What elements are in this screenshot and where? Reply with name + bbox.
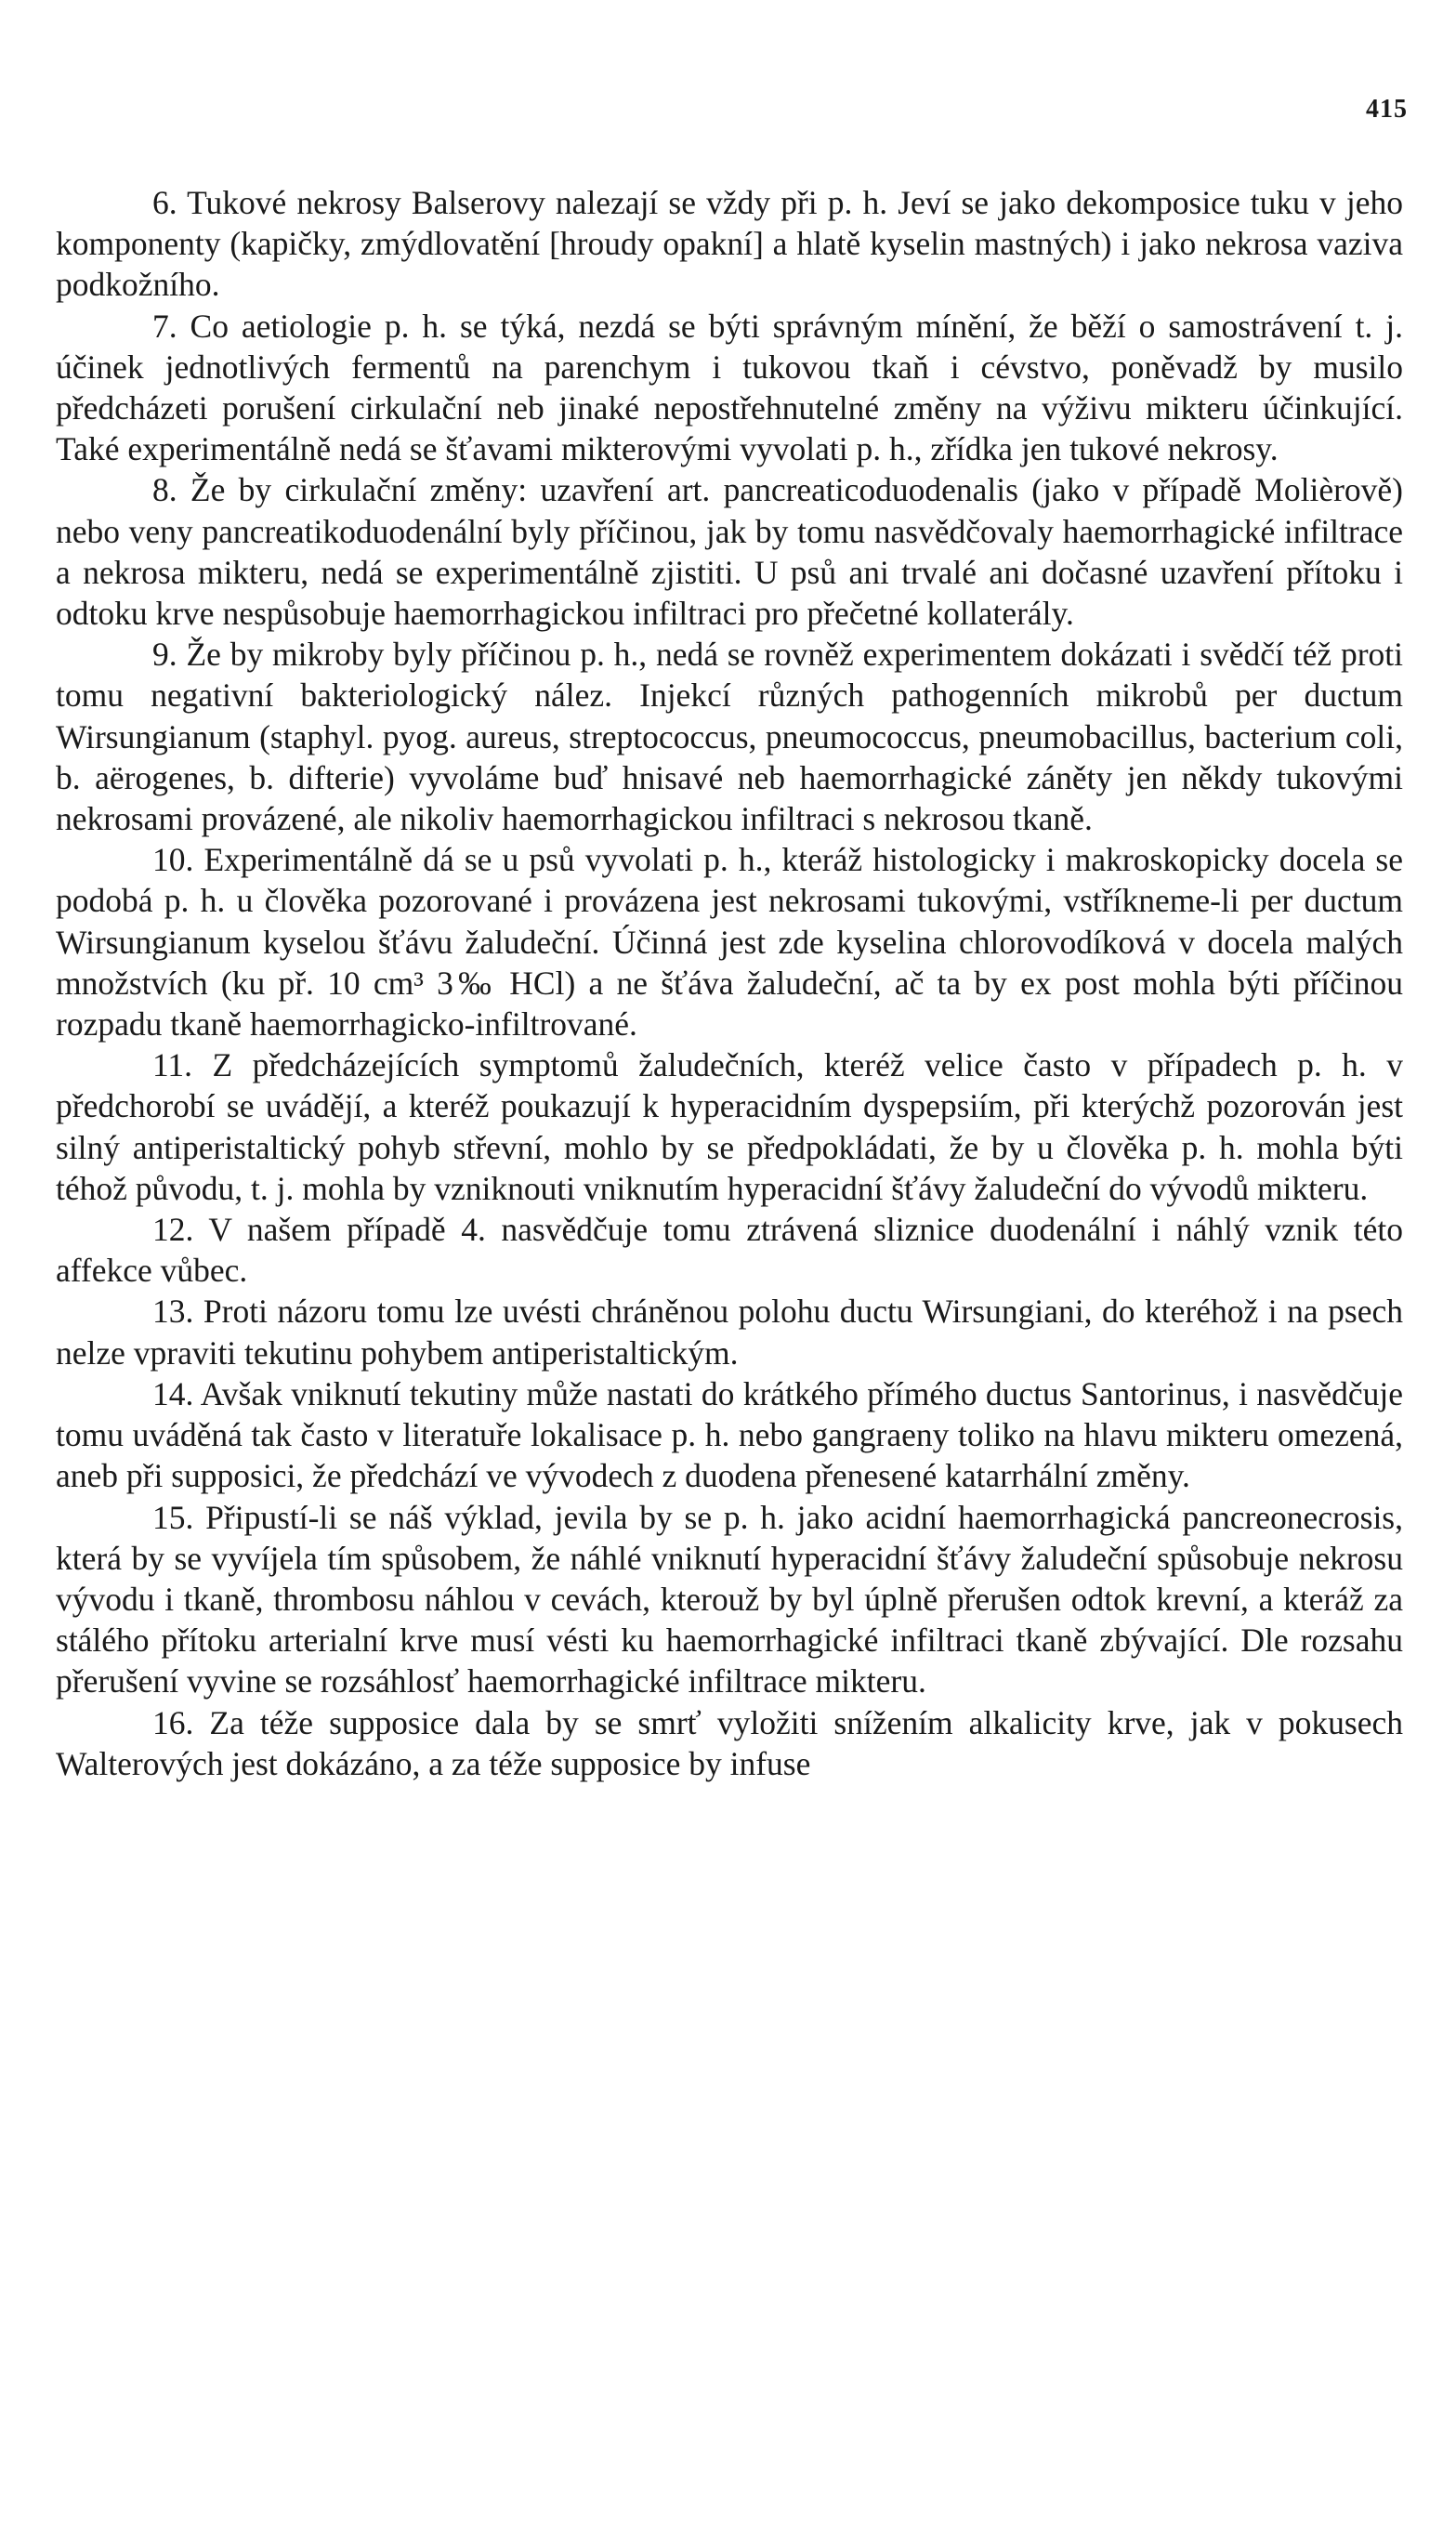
paragraph-10: 10. Experimentálně dá se u psů vyvolati p. h., kteráž histologicky i makroskopicky docela se podobá p. h. u člověka pozorované i provázena jest nekrosami tukovými, vstříkneme-li per ductum Wirsungianum kyselou šťávu žaludeční. Účinná jest zde kyselina chlorovodíková v docela malých množstvích (ku př. 10 cm³ 3‰ HCl) a ne šťáva žaludeční, ač ta by ex post mohla býti příčinou rozpadu tkaně haemorrhagicko-infiltrované. bbox=[56, 841, 1403, 1044]
body-text bbox=[56, 182, 1403, 1784]
paragraph-9: 9. Že by mikroby byly příčinou p. h., nedá se rovněž experimentem dokázati i svědčí též proti tomu negativní bakteriologický nález. Injekcí různých pathogenních mikrobů per ductum Wirsungianum (staphyl. pyog. aureus, streptococcus, pneumococcus, pneumobacillus, bacterium coli, b. aërogenes, b. difterie) vyvoláme buď hnisavé neb haemorrhagické záněty jen někdy tukovými nekrosami provázené, ale nikoliv haemorrhagickou infiltraci s nekrosou tkaně. bbox=[56, 636, 1403, 838]
paragraph-13: 13. Proti názoru tomu lze uvésti chráněnou polohu ductu Wirsungiani, do kteréhož i na psech nelze vpraviti tekutinu pohybem antiperistaltickým. bbox=[56, 1293, 1403, 1372]
paragraph-6: 6. Tukové nekrosy Balserovy nalezají se vždy při p. h. Jeví se jako dekomposice tuku v jeho komponenty (kapičky, zmýdlovatění [hroudy opakní] a hlatě kyselin mastných) i jako nekrosa vaziva podkožního. bbox=[56, 184, 1403, 304]
paragraph-8: 8. Že by cirkulační změny: uzavření art. pancreaticoduodenalis (jako v případě Molièrově) nebo veny pancreatikoduodenální byly příčinou, jak by tomu nasvědčovaly haemorrhagické infiltrace a nekrosa mikteru, nedá se experimentálně zjistiti. U psů ani trvalé ani dočasné uzavření přítoku i odtoku krve nespůsobuje haemorrhagickou infiltraci pro přečetné kollaterály. bbox=[56, 471, 1403, 633]
paragraph-16: 16. Za téže supposice dala by se smrť vyložiti snížením alkalicity krve, jak v pokusech Walterových jest dokázáno, a za téže supposice by infuse bbox=[56, 1703, 1403, 1782]
paragraph-12: 12. V našem případě 4. nasvědčuje tomu ztrávená sliznice duodenální i náhlý vznik této affekce vůbec. bbox=[56, 1211, 1403, 1290]
page-number: 415 bbox=[1366, 95, 1408, 124]
paragraph-7: 7. Co aetiologie p. h. se týká, nezdá se býti správným mínění, že běží o samostrávení t. j. účinek jednotlivých fermentů na parenchym i tukovou tkaň i cévstvo, poněvadž by musilo předcházeti porušení cirkulační neb jinaké nepostřehnutelné změny na výživu mikteru účinkující. Také experimentálně nedá se šťavami mikterovými vyvolati p. h., zřídka jen tukové nekrosy. bbox=[56, 307, 1403, 468]
paragraph-14: 14. Avšak vniknutí tekutiny může nastati do krátkého přímého ductus Santorinus, i nasvědčuje tomu uváděná tak často v literatuře lokalisace p. h. nebo gangraeny toliko na hlavu mikteru omezená, aneb při supposici, že předchází ve vývodech z duodena přenesené katarrhální změny. bbox=[56, 1374, 1403, 1495]
paragraph-11: 11. Z předcházejících symptomů žaludečních, kteréž velice často v případech p. h. v předchorobí se uvádějí, a kteréž poukazují k hyperacidním dyspepsiím, při kterýchž pozorován jest silný antiperistaltický pohyb střevní, mohlo by se předpokládati, že by u člověka p. h. mohla býti téhož původu, t. j. mohla by vzniknouti vniknutím hyperacidní šťávy žaludeční do vývodů mikteru. bbox=[56, 1046, 1403, 1207]
paragraph-15: 15. Připustí-li se náš výklad, jevila by se p. h. jako acidní haemorrhagická pancreonecrosis, která by se vyvíjela tím spůsobem, že náhlé vniknutí hyperacidní šťávy žaludeční spůsobuje nekrosu vývodu i tkaně, thrombosu náhlou v cevách, kterouž by byl úplně přerušen odtok krevní, a kteráž za stálého přítoku arterialní krve musí vésti ku haemorrhagické infiltraci tkaně zbývající. Dle rozsahu přerušení vyvine se rozsáhlosť haemorrhagické infiltrace mikteru. bbox=[56, 1498, 1403, 1700]
